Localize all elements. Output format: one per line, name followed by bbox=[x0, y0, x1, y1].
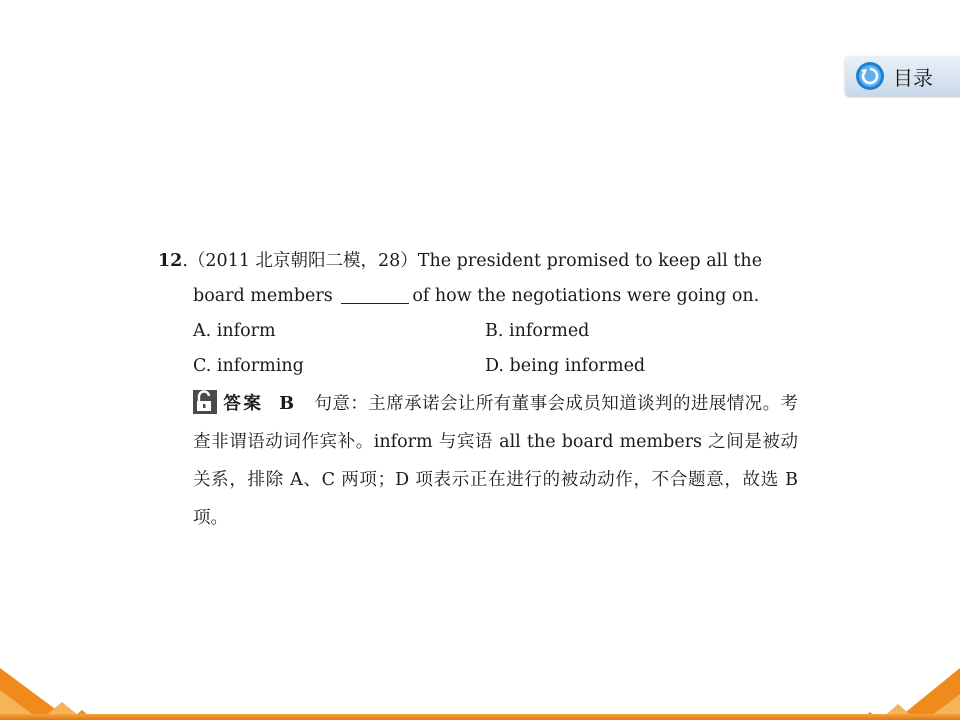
option-d: D. being informed bbox=[485, 356, 646, 376]
answer-choice: B bbox=[279, 394, 295, 414]
answer-block bbox=[193, 385, 798, 537]
corner-decoration-left bbox=[0, 668, 110, 720]
option-b: B. informed bbox=[485, 321, 590, 341]
question-source: .（2011 北京朝阳二模，28） bbox=[182, 251, 418, 271]
answer-label: 答案 bbox=[223, 394, 264, 414]
question-text-2a: board members bbox=[193, 286, 339, 306]
question-number: 12 bbox=[158, 251, 183, 271]
toc-label: 目录 bbox=[893, 65, 933, 90]
question-text-2b: of how the negotiations were going on. bbox=[412, 286, 760, 306]
corner-decoration-right bbox=[840, 668, 960, 720]
question-line-2 bbox=[158, 279, 798, 314]
answer-blank bbox=[341, 283, 409, 304]
back-circle-icon bbox=[855, 61, 885, 91]
question-block bbox=[158, 244, 798, 384]
option-a: A. inform bbox=[193, 321, 276, 341]
question-line-1 bbox=[158, 244, 798, 279]
toc-button[interactable] bbox=[845, 56, 960, 96]
question-text-1: The president promised to keep all the bbox=[417, 251, 763, 271]
unlock-icon bbox=[193, 390, 217, 414]
options-grid bbox=[158, 314, 798, 384]
option-c: C. informing bbox=[193, 356, 304, 376]
answer-explanation: 句意：主席承诺会让所有董事会成员知道谈判的进展情况。考查非谓语动词作宾补。inform 与宾语 all the board members 之间是被动关系，排除 A、C 两项；D 项表示正在进行的被动动作，不合题意，故选 B 项。 bbox=[193, 394, 799, 528]
bottom-border bbox=[0, 714, 960, 720]
